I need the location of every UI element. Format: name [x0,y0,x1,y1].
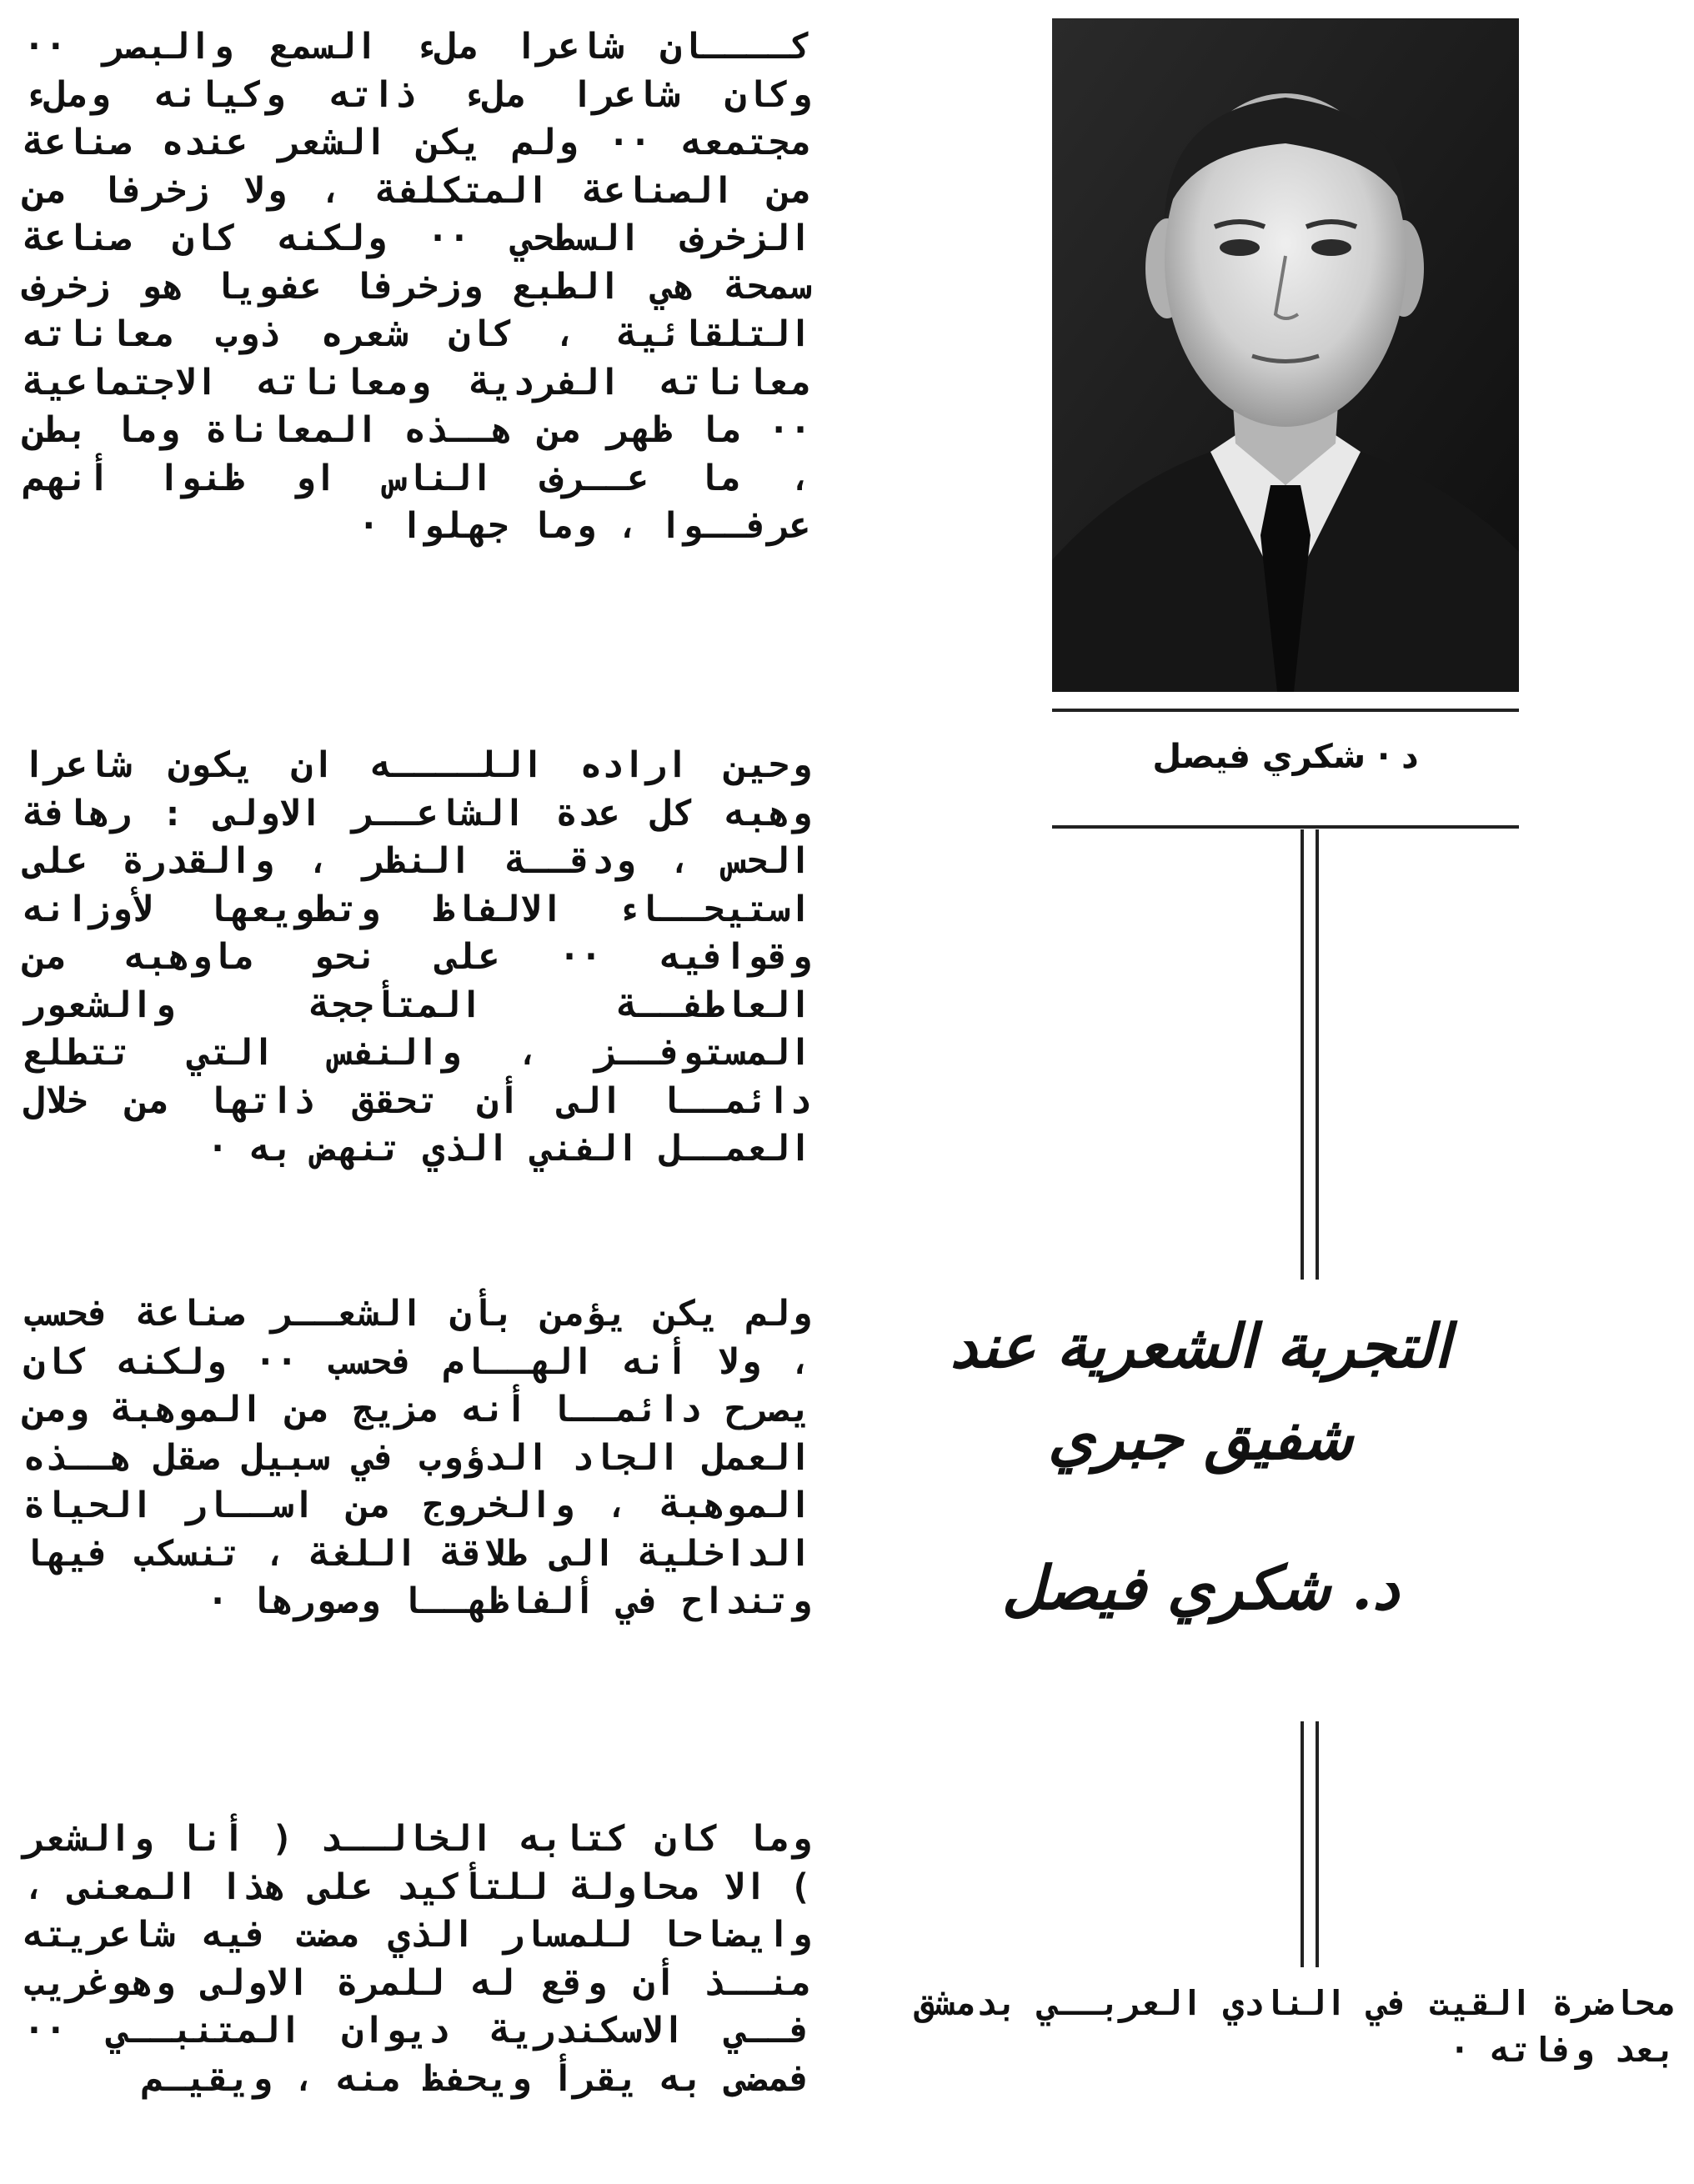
article-paragraph: وما كان كتابه الخالــد ( أنا والشعر ) الا محاولة للتأكيد على هذا المعنى ، وايضاحا للمسار الذي مضت فيه شاعريته منــذ أن وقع له للمرة الاولى وهوغريب فــي الاسكندرية ديوان المتنبــي ·· فمضى به يقرأ ويحفظ منه ، ويقيـم [23,1818,811,2100]
photo-divider-bottom [1052,825,1519,829]
portrait-image [1052,18,1519,692]
column-rule [1316,829,1319,1280]
author-portrait-photo [1052,18,1519,692]
article-paragraph: كــــان شاعرا ملء السمع والبصر ·· وكان شاعرا ملء ذاته وكيانه وملء مجتمعه ·· ولم يكن الشعر عنده صناعة من الصناعة المتكلفة ، ولا زخرفا من الزخرف السطحي ·· ولكنه كان صناعة سمحة هي الطبع وزخرفا عفويا هو زخرف التلقائية ، كان شعره ذوب معاناته معاناته الفردية ومعاناته الاجتماعية ·· ما ظهر من هــذه المعاناة وما بطن ، ما عــرف الناس او ظنوا أنهم عرفــوا ، وما جهلوا · [23,26,811,547]
column-rule [1301,1721,1304,1967]
headline-title: التجربة الشعرية عند شفيق جبري [950,1310,1451,1473]
article-headline [884,1300,1517,1634]
column-rule [1316,1721,1319,1967]
lecture-note: محاضرة القيت في النادي العربــي بدمشق بعد وفاته · [914,1983,1676,2070]
column-rule [1301,829,1304,1280]
article-paragraph: وحين اراده اللــــه ان يكون شاعرا وهبه كل عدة الشاعــر الاولى : رهافة الحس ، ودقــة النظر ، والقدرة على استيحــاء الالفاظ وتطويعها لأوزانه وقوافيه ·· على نحو ماوهبه من العاطفــة المتأججة والشعور المستوفــز ، والنفس التي تتطلع دائمــا الى أن تحقق ذاتها من خلال العمــل الفني الذي تنهض به · [23,744,811,1170]
photo-divider-top [1052,709,1519,712]
article-paragraph: ولم يكن يؤمن بأن الشعــر صناعة فحسب ، ولا أنه الهــام فحسب ·· ولكنه كان يصرح دائمــا أنه مزيج من الموهبة ومن العمل الجاد الدؤوب في سبيل صقل هــذه الموهبة ، والخروج من اســار الحياة الداخلية الى طلاقة اللغة ، تنسكب فيها وتنداح في ألفاظهــا وصورها · [23,1293,811,1622]
headline-author: د. شكري فيصل [1001,1552,1400,1623]
photo-caption: د · شكري فيصل [1152,738,1419,776]
